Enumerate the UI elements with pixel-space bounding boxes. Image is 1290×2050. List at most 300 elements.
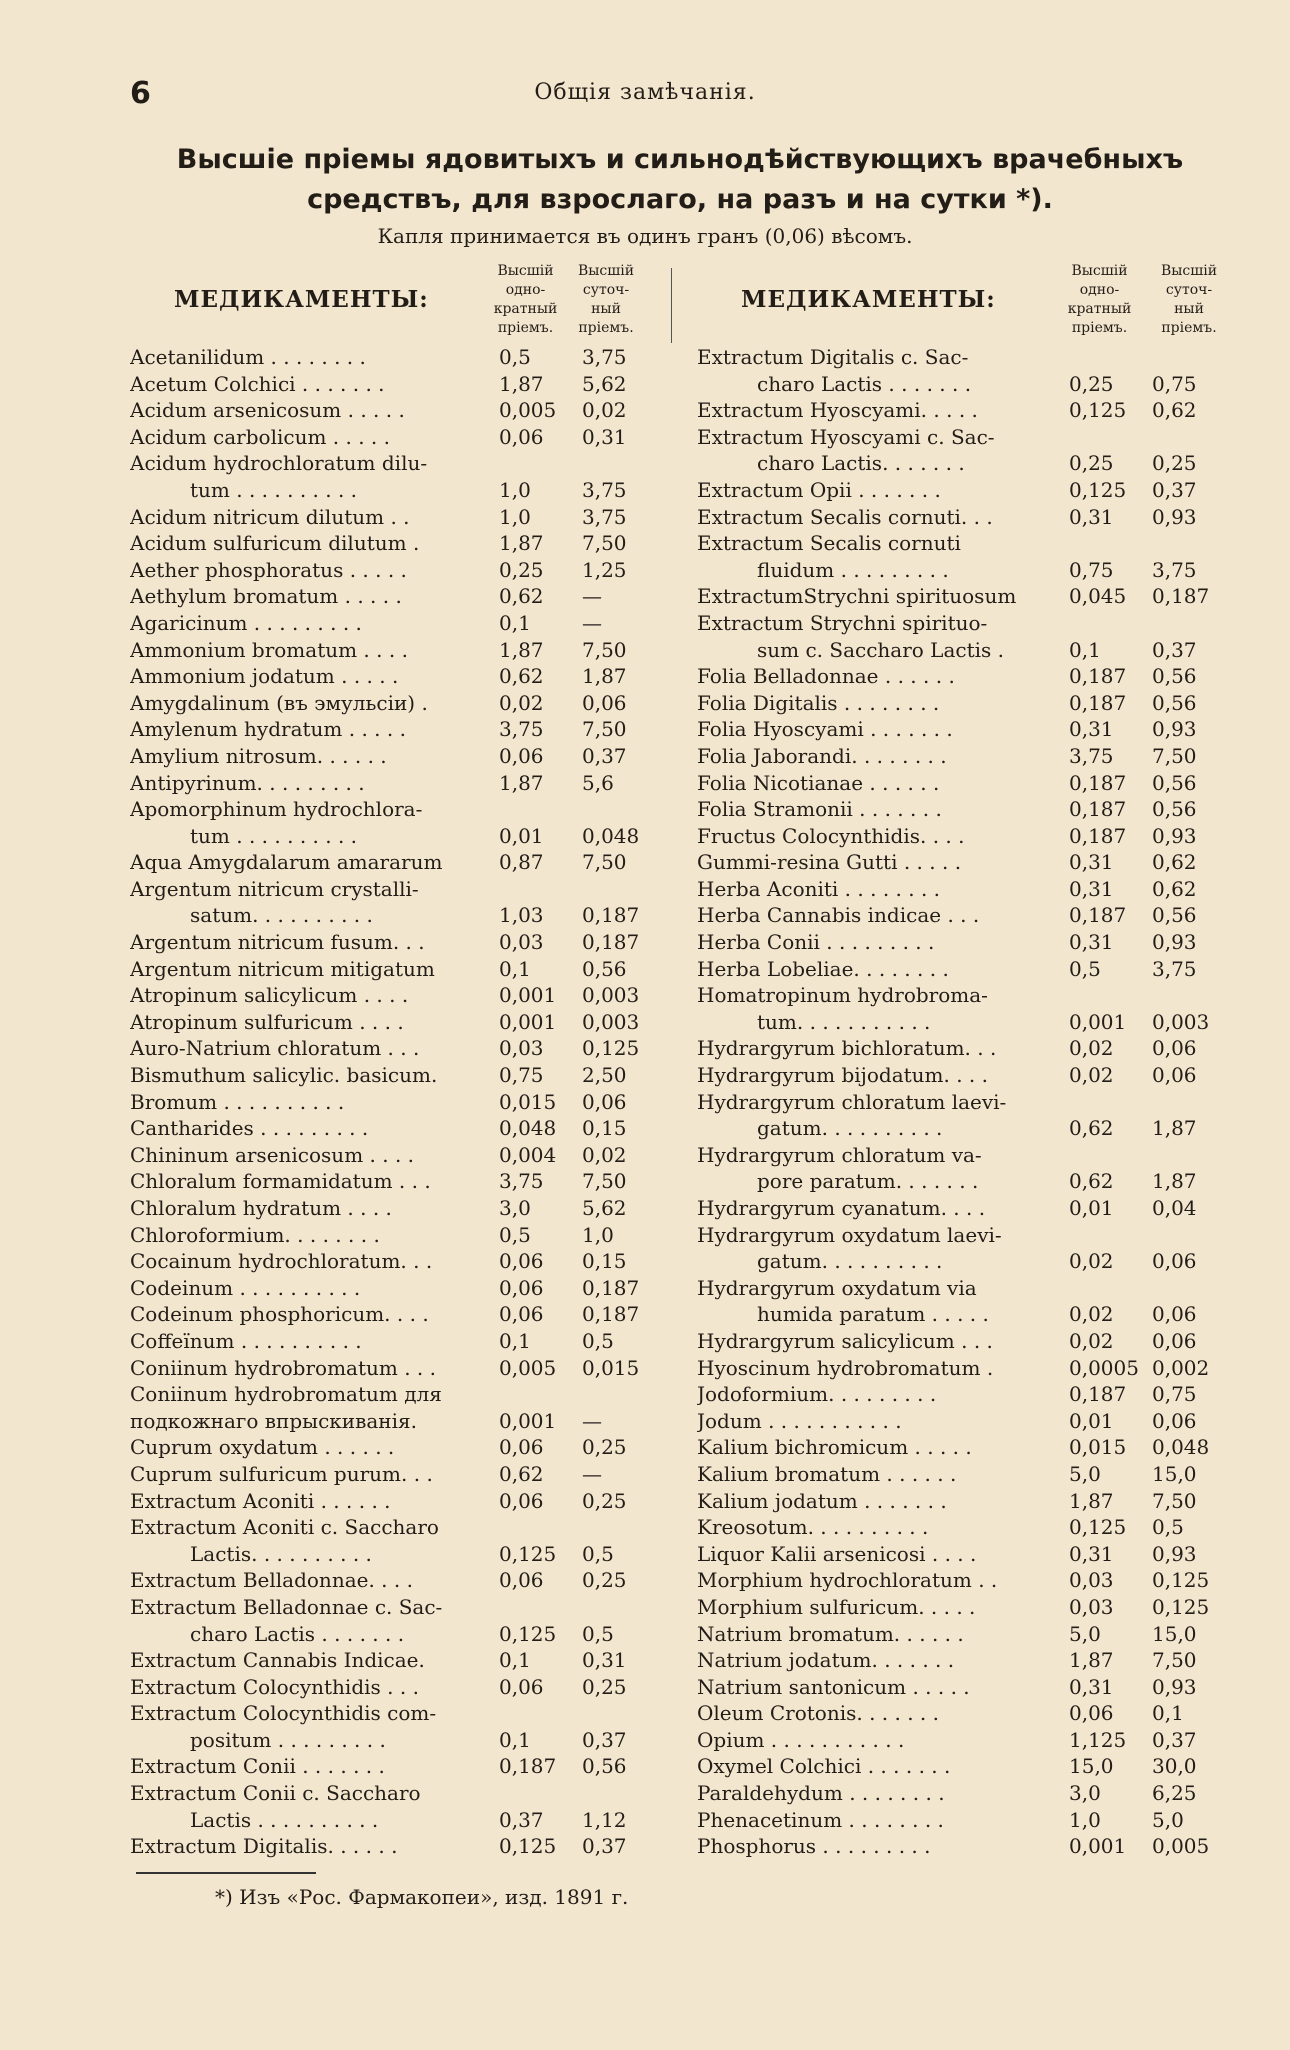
daily-dose-value: 0,048 xyxy=(1152,1435,1210,1460)
medicament-name: Kalium bichromicum . . . . . xyxy=(697,1435,972,1460)
daily-dose-value: 7,50 xyxy=(1152,743,1197,768)
table-row xyxy=(697,424,1242,451)
single-dose-value: 0,25 xyxy=(1069,451,1114,476)
daily-dose-value: 0,1 xyxy=(1152,1701,1184,1726)
medicament-name: Extractum Digitalis. . . . . . xyxy=(130,1834,398,1859)
table-row xyxy=(130,849,645,876)
medicament-name: Jodoformium. . . . . . . . . xyxy=(697,1382,937,1407)
single-dose-value: 0,31 xyxy=(1069,717,1114,742)
medicament-name: Extractum Conii . . . . . . . xyxy=(130,1754,385,1779)
single-dose-value: 0,31 xyxy=(1069,930,1114,955)
footnote-rule xyxy=(136,1872,316,1874)
daily-dose-value: 0,25 xyxy=(582,1488,627,1513)
table-row xyxy=(697,1301,1242,1328)
single-dose-value: 3,75 xyxy=(499,1169,544,1194)
medicament-name: positum . . . . . . . . . xyxy=(190,1727,386,1752)
daily-dose-value: — xyxy=(582,610,602,635)
medicament-name: Hydrargyrum salicylicum . . . xyxy=(697,1328,993,1353)
single-dose-value: 0,125 xyxy=(1069,1515,1127,1540)
medicament-name: Aethylum bromatum . . . . . xyxy=(130,584,402,609)
table-row xyxy=(130,1514,645,1541)
medicament-name: Homatropinum hydrobroma- xyxy=(697,983,988,1008)
table-row xyxy=(130,530,645,557)
daily-dose-value: 0,37 xyxy=(582,1727,627,1752)
medicament-name: Kalium jodatum . . . . . . . xyxy=(697,1488,947,1513)
table-row xyxy=(130,770,645,797)
daily-dose-value: 0,25 xyxy=(582,1674,627,1699)
table-row xyxy=(697,849,1242,876)
table-row xyxy=(697,1355,1242,1382)
medicament-name: Extractum Secalis cornuti xyxy=(697,531,961,556)
table-row xyxy=(130,1727,645,1754)
single-dose-value: 0,5 xyxy=(499,1222,531,1247)
medicament-name: Aqua Amygdalarum amararum xyxy=(130,850,443,875)
single-dose-value: 0,187 xyxy=(1069,1382,1127,1407)
single-dose-value: 0,1 xyxy=(499,956,531,981)
medicament-name: Acidum nitricum dilutum . . xyxy=(130,504,410,529)
medicament-name: gatum. . . . . . . . . . xyxy=(757,1116,943,1141)
daily-dose-value: 0,125 xyxy=(582,1036,640,1061)
table-row xyxy=(130,450,645,477)
daily-dose-value: 0,5 xyxy=(582,1328,614,1353)
table-row xyxy=(130,1567,645,1594)
daily-dose-value: 0,06 xyxy=(1152,1302,1197,1327)
single-dose-value: 0,02 xyxy=(1069,1328,1114,1353)
single-dose-value: 0,87 xyxy=(499,850,544,875)
table-row xyxy=(130,1461,645,1488)
daily-dose-value: 7,50 xyxy=(582,637,627,662)
medicament-name: Amylium nitrosum. . . . . . xyxy=(130,743,387,768)
single-dose-value: 0,75 xyxy=(1069,557,1114,582)
table-row xyxy=(130,1355,645,1382)
medicament-name: charo Lactis . . . . . . . xyxy=(190,1621,405,1646)
table-row xyxy=(697,1461,1242,1488)
table-row xyxy=(130,583,645,610)
single-dose-heading: Высшій одно- кратный пріемъ. xyxy=(493,263,558,336)
medicament-name: Folia Nicotianae . . . . . . xyxy=(697,770,940,795)
single-dose-value: 0,187 xyxy=(1069,797,1127,822)
single-dose-value: 0,001 xyxy=(499,983,557,1008)
table-row xyxy=(697,1062,1242,1089)
single-dose-value: 0,31 xyxy=(1069,1674,1114,1699)
table-row xyxy=(697,557,1242,584)
single-dose-value: 0,1 xyxy=(1069,637,1101,662)
medicament-name: humida paratum . . . . . xyxy=(757,1302,989,1327)
right-column-header xyxy=(697,262,1242,344)
daily-dose-value: 0,93 xyxy=(1152,930,1197,955)
daily-dose-value: 15,0 xyxy=(1152,1621,1197,1646)
medicament-name: Hydrargyrum chloratum va- xyxy=(697,1142,982,1167)
medicament-name: Ammonium bromatum . . . . xyxy=(130,637,408,662)
left-column xyxy=(130,262,645,1860)
left-column-header xyxy=(130,262,645,344)
table-row xyxy=(130,557,645,584)
daily-dose-value: 7,50 xyxy=(582,1169,627,1194)
single-dose-value: 0,25 xyxy=(1069,371,1114,396)
table-row xyxy=(697,397,1242,424)
table-row xyxy=(130,610,645,637)
daily-dose-value: 0,005 xyxy=(1152,1834,1210,1859)
daily-dose-value: 0,06 xyxy=(1152,1063,1197,1088)
medicament-name: Hydrargyrum chloratum laevi- xyxy=(697,1089,1007,1114)
daily-dose-value: 0,37 xyxy=(1152,1727,1197,1752)
single-dose-value: 0,005 xyxy=(499,1355,557,1380)
table-row xyxy=(697,690,1242,717)
medicament-name: Gummi-resina Gutti . . . . . xyxy=(697,850,962,875)
single-dose-value: 0,03 xyxy=(1069,1568,1114,1593)
medicament-name: Hyoscinum hydrobromatum . xyxy=(697,1355,994,1380)
medicament-name: Fructus Colocynthidis. . . . xyxy=(697,823,965,848)
table-row xyxy=(130,1168,645,1195)
table-row xyxy=(697,530,1242,557)
medicament-name: Phenacetinum . . . . . . . . xyxy=(697,1807,944,1832)
table-row xyxy=(130,956,645,983)
medicament-name: Amylenum hydratum . . . . . xyxy=(130,717,406,742)
table-row xyxy=(130,1089,645,1116)
daily-dose-value: 0,187 xyxy=(582,930,640,955)
medicament-name: Extractum Secalis cornuti. . . xyxy=(697,504,993,529)
daily-dose-value: 15,0 xyxy=(1152,1461,1197,1486)
single-dose-value: 0,125 xyxy=(499,1834,557,1859)
single-dose-value: 0,02 xyxy=(1069,1249,1114,1274)
daily-dose-value: 0,15 xyxy=(582,1249,627,1274)
daily-dose-value: 0,187 xyxy=(582,1302,640,1327)
medicament-name: Extractum Colocynthidis . . . xyxy=(130,1674,419,1699)
table-row xyxy=(697,1594,1242,1621)
table-row xyxy=(697,1275,1242,1302)
table-row xyxy=(130,1700,645,1727)
table-row xyxy=(697,1168,1242,1195)
daily-dose-value: 7,50 xyxy=(1152,1648,1197,1673)
single-dose-value: 0,06 xyxy=(1069,1701,1114,1726)
daily-dose-value: 0,06 xyxy=(582,690,627,715)
table-row xyxy=(697,1115,1242,1142)
table-row xyxy=(130,371,645,398)
daily-dose-value: 5,0 xyxy=(1152,1807,1184,1832)
daily-dose-value: 0,5 xyxy=(582,1541,614,1566)
daily-dose-value: 0,187 xyxy=(582,903,640,928)
medicament-name: Lactis . . . . . . . . . . xyxy=(190,1807,379,1832)
medicament-name: Extractum Digitalis c. Sac- xyxy=(697,345,969,369)
medicament-name: Jodum . . . . . . . . . . . xyxy=(697,1408,902,1433)
table-row xyxy=(697,796,1242,823)
single-dose-value: 0,37 xyxy=(499,1807,544,1832)
table-row xyxy=(697,1647,1242,1674)
daily-dose-heading: Высшій суточ- ный пріемъ. xyxy=(1160,263,1218,336)
table-row xyxy=(130,1541,645,1568)
single-dose-value: 0,31 xyxy=(1069,876,1114,901)
daily-dose-value: 0,56 xyxy=(1152,903,1197,928)
daily-dose-value: 0,62 xyxy=(1152,850,1197,875)
medicament-name: Opium . . . . . . . . . . . xyxy=(697,1727,905,1752)
table-row xyxy=(697,1381,1242,1408)
table-row xyxy=(130,1621,645,1648)
medicament-name: Cantharides . . . . . . . . . xyxy=(130,1116,369,1141)
medicament-name: Agaricinum . . . . . . . . . xyxy=(130,610,362,635)
single-dose-value: 0,01 xyxy=(1069,1408,1114,1433)
single-dose-value: 0,06 xyxy=(499,1302,544,1327)
medicament-name: sum c. Saccharo Lactis . xyxy=(757,637,1004,662)
table-row xyxy=(130,637,645,664)
medicaments-heading: МЕДИКАМЕНТЫ: xyxy=(741,286,996,313)
medicament-name: Hydrargyrum bijodatum. . . . xyxy=(697,1063,989,1088)
daily-dose-value: 0,125 xyxy=(1152,1594,1210,1619)
medicament-name: Extractum Hyoscyami c. Sac- xyxy=(697,424,995,449)
table-row xyxy=(697,716,1242,743)
medicament-name: Hydrargyrum oxydatum via xyxy=(697,1275,977,1300)
medicament-name: Folia Jaborandi. . . . . . . . xyxy=(697,743,947,768)
table-row xyxy=(697,1833,1242,1860)
single-dose-value: 0,06 xyxy=(499,1249,544,1274)
single-dose-value: 0,02 xyxy=(1069,1302,1114,1327)
table-row xyxy=(130,1753,645,1780)
daily-dose-value: — xyxy=(582,584,602,609)
single-dose-value: 0,03 xyxy=(1069,1594,1114,1619)
table-row xyxy=(697,743,1242,770)
table-row xyxy=(697,583,1242,610)
table-row xyxy=(130,504,645,531)
single-dose-value: 0,015 xyxy=(499,1089,557,1114)
daily-dose-value: 0,25 xyxy=(582,1568,627,1593)
medicament-name: подкожнаго впрыскиванія. xyxy=(130,1408,417,1433)
medicament-name: Natrium santonicum . . . . . xyxy=(697,1674,970,1699)
medicament-name: Acetum Colchici . . . . . . . xyxy=(130,371,385,396)
daily-dose-value: 0,93 xyxy=(1152,717,1197,742)
single-dose-value: 1,87 xyxy=(1069,1488,1114,1513)
daily-dose-value: 0,06 xyxy=(1152,1249,1197,1274)
medicament-name: Acidum arsenicosum . . . . . xyxy=(130,398,405,423)
single-dose-value: 0,31 xyxy=(1069,850,1114,875)
medicaments-heading: МЕДИКАМЕНТЫ: xyxy=(174,286,429,313)
single-dose-value: 0,5 xyxy=(1069,956,1101,981)
daily-dose-value: 5,62 xyxy=(582,1196,627,1220)
medicament-name: Amygdalinum (въ эмульсіи) . xyxy=(130,690,428,715)
single-dose-value: 0,125 xyxy=(499,1541,557,1566)
table-row xyxy=(697,1009,1242,1036)
single-dose-value: 1,87 xyxy=(499,371,544,396)
single-dose-value: 0,62 xyxy=(499,1461,544,1486)
table-row xyxy=(130,1062,645,1089)
daily-dose-value: 0,003 xyxy=(582,1009,640,1034)
medicament-name: fluidum . . . . . . . . . xyxy=(757,557,949,582)
medicament-name: pore paratum. . . . . . . xyxy=(757,1169,979,1194)
daily-dose-value: 0,37 xyxy=(582,743,627,768)
daily-dose-value: 0,62 xyxy=(1152,398,1197,423)
single-dose-value: 0,62 xyxy=(1069,1116,1114,1141)
medicament-name: Oxymel Colchici . . . . . . . xyxy=(697,1754,951,1779)
daily-dose-value: 0,56 xyxy=(1152,770,1197,795)
medicament-name: Acetanilidum . . . . . . . . xyxy=(130,345,366,369)
daily-dose-value: 0,5 xyxy=(582,1621,614,1646)
table-row xyxy=(130,1301,645,1328)
table-row xyxy=(697,1328,1242,1355)
daily-dose-value: 7,50 xyxy=(582,850,627,875)
table-row xyxy=(130,902,645,929)
single-dose-value: 0,015 xyxy=(1069,1435,1127,1460)
daily-dose-value: 5,6 xyxy=(582,770,614,795)
medicament-name: Folia Stramonii . . . . . . . xyxy=(697,797,942,822)
table-row xyxy=(130,1594,645,1621)
medicament-name: Ammonium jodatum . . . . . xyxy=(130,664,399,689)
daily-dose-value: 30,0 xyxy=(1152,1754,1197,1779)
medicament-name: Cuprum oxydatum . . . . . . xyxy=(130,1435,395,1460)
table-row xyxy=(130,1275,645,1302)
single-dose-value: 0,1 xyxy=(499,1727,531,1752)
table-row xyxy=(697,1621,1242,1648)
single-dose-value: 0,187 xyxy=(1069,690,1127,715)
single-dose-value: 0,125 xyxy=(499,1621,557,1646)
single-dose-value: 0,75 xyxy=(499,1063,544,1088)
table-row xyxy=(697,1567,1242,1594)
medicament-name: Hydrargyrum bichloratum. . . xyxy=(697,1036,997,1061)
medicament-name: gatum. . . . . . . . . . xyxy=(757,1249,943,1274)
table-row xyxy=(697,929,1242,956)
table-row xyxy=(697,1807,1242,1834)
single-dose-value: 1,0 xyxy=(1069,1807,1101,1832)
page-title: Высшіе пріемы ядовитыхъ и сильнодѣйствующихъ врачебныхъ средствъ, для взрослаго, на разъ и на сутки *). xyxy=(176,144,1184,215)
daily-dose-value: 0,37 xyxy=(1152,477,1197,502)
single-dose-value: 0,125 xyxy=(1069,398,1127,423)
table-row xyxy=(130,1488,645,1515)
daily-dose-value: 0,93 xyxy=(1152,1674,1197,1699)
medicament-name: Folia Digitalis . . . . . . . . xyxy=(697,690,940,715)
table-row xyxy=(130,1035,645,1062)
medicament-name: Apomorphinum hydrochlora- xyxy=(130,797,423,822)
single-dose-value: 0,048 xyxy=(499,1116,557,1141)
table-row xyxy=(130,982,645,1009)
single-dose-value: 0,06 xyxy=(499,1275,544,1300)
table-row xyxy=(697,1195,1242,1222)
daily-dose-value: 0,04 xyxy=(1152,1196,1197,1220)
medicament-name: Extractum Aconiti c. Saccharo xyxy=(130,1515,439,1540)
medicament-name: Liquor Kalii arsenicosi . . . . xyxy=(697,1541,977,1566)
table-row xyxy=(697,504,1242,531)
single-dose-value: 0,187 xyxy=(499,1754,557,1779)
daily-dose-value: 0,06 xyxy=(1152,1036,1197,1061)
medicament-name: Argentum nitricum crystalli- xyxy=(130,876,419,901)
daily-dose-value: 5,62 xyxy=(582,371,627,396)
single-dose-value: 3,75 xyxy=(499,717,544,742)
table-row xyxy=(697,982,1242,1009)
table-row xyxy=(130,1142,645,1169)
table-row xyxy=(130,823,645,850)
table-row xyxy=(697,1434,1242,1461)
table-row xyxy=(697,371,1242,398)
medicament-name: Extractum Aconiti . . . . . . xyxy=(130,1488,391,1513)
medicament-name: Acidum hydrochloratum dilu- xyxy=(130,451,428,476)
single-dose-value: 0,5 xyxy=(499,345,531,369)
medicament-name: tum. . . . . . . . . . . xyxy=(757,1009,931,1034)
table-row xyxy=(697,876,1242,903)
single-dose-value: 0,06 xyxy=(499,1435,544,1460)
medicament-name: Coffeïnum . . . . . . . . . . xyxy=(130,1328,362,1353)
single-dose-value: 0,125 xyxy=(1069,477,1127,502)
daily-dose-value: 0,187 xyxy=(582,1275,640,1300)
medicament-name: Codeinum . . . . . . . . . . xyxy=(130,1275,361,1300)
medicament-name: charo Lactis. . . . . . . xyxy=(757,451,965,476)
daily-dose-value: 0,048 xyxy=(582,823,640,848)
single-dose-heading: Высшій одно- кратный пріемъ. xyxy=(1067,263,1132,336)
table-row xyxy=(697,1674,1242,1701)
single-dose-value: 1,87 xyxy=(499,531,544,556)
single-dose-value: 5,0 xyxy=(1069,1621,1101,1646)
daily-dose-value: — xyxy=(582,1461,602,1486)
table-row xyxy=(130,796,645,823)
table-row xyxy=(130,1115,645,1142)
table-row xyxy=(130,344,645,371)
single-dose-value: 0,001 xyxy=(499,1408,557,1433)
table-row xyxy=(697,1408,1242,1435)
medicament-name: Acidum carbolicum . . . . . xyxy=(130,424,390,449)
table-row xyxy=(130,1222,645,1249)
medicament-name: Extractum Hyoscyami. . . . . xyxy=(697,398,978,423)
table-row xyxy=(697,1248,1242,1275)
medicament-name: Morphium sulfuricum. . . . . xyxy=(697,1594,976,1619)
table-row xyxy=(697,956,1242,983)
single-dose-value: 15,0 xyxy=(1069,1754,1114,1779)
daily-dose-value: 0,56 xyxy=(1152,690,1197,715)
table-row xyxy=(130,397,645,424)
subtitle: Капля принимается въ одинъ гранъ (0,06) вѣсомъ. xyxy=(377,224,913,248)
single-dose-value: 0,01 xyxy=(499,823,544,848)
daily-dose-value: 3,75 xyxy=(1152,557,1197,582)
medicament-name: Cocainum hydrochloratum. . . xyxy=(130,1249,433,1274)
table-row xyxy=(697,1142,1242,1169)
daily-dose-value: 0,75 xyxy=(1152,1382,1197,1407)
daily-dose-value: 0,56 xyxy=(582,956,627,981)
single-dose-value: 0,31 xyxy=(1069,1541,1114,1566)
daily-dose-value: 0,187 xyxy=(1152,584,1210,609)
table-row xyxy=(130,1248,645,1275)
table-row xyxy=(697,1753,1242,1780)
right-column xyxy=(697,262,1242,1860)
medicament-name: Folia Belladonnae . . . . . . xyxy=(697,664,955,689)
daily-dose-value: 1,87 xyxy=(1152,1116,1197,1141)
medicament-name: Oleum Crotonis. . . . . . . xyxy=(697,1701,940,1726)
table-row xyxy=(130,1195,645,1222)
medicament-name: charo Lactis . . . . . . . xyxy=(757,371,972,396)
table-row xyxy=(130,1434,645,1461)
medicament-name: Herba Conii . . . . . . . . . xyxy=(697,930,935,955)
column-divider xyxy=(671,268,672,343)
daily-dose-value: 0,06 xyxy=(582,1089,627,1114)
page-number: 6 xyxy=(130,76,151,111)
medicament-name: Argentum nitricum mitigatum xyxy=(130,956,435,981)
medicament-name: Herba Lobeliae. . . . . . . . xyxy=(697,956,949,981)
medicament-name: Extractum Cannabis Indicae. xyxy=(130,1648,425,1673)
medicament-name: tum . . . . . . . . . . xyxy=(190,477,358,502)
daily-dose-value: 0,56 xyxy=(582,1754,627,1779)
single-dose-value: 0,06 xyxy=(499,743,544,768)
daily-dose-value: 2,50 xyxy=(582,1063,627,1088)
table-row xyxy=(697,902,1242,929)
medicament-name: Herba Aconiti . . . . . . . . xyxy=(697,876,941,901)
table-row xyxy=(697,1727,1242,1754)
table-row xyxy=(130,929,645,956)
single-dose-value: 0,06 xyxy=(499,1568,544,1593)
daily-dose-value: 0,25 xyxy=(1152,451,1197,476)
medicament-name: Coniinum hydrobromatum для xyxy=(130,1382,442,1407)
medicament-name: Hydrargyrum oxydatum laevi- xyxy=(697,1222,1002,1247)
medicament-name: Extractum Belladonnae c. Sac- xyxy=(130,1594,443,1619)
daily-dose-value: 7,50 xyxy=(1152,1488,1197,1513)
daily-dose-value: 1,12 xyxy=(582,1807,627,1832)
daily-dose-value: 0,93 xyxy=(1152,823,1197,848)
medicament-name: Extractum Belladonnae. . . . xyxy=(130,1568,413,1593)
single-dose-value: 3,0 xyxy=(499,1196,531,1220)
single-dose-value: 0,1 xyxy=(499,1328,531,1353)
single-dose-value: 1,87 xyxy=(499,637,544,662)
